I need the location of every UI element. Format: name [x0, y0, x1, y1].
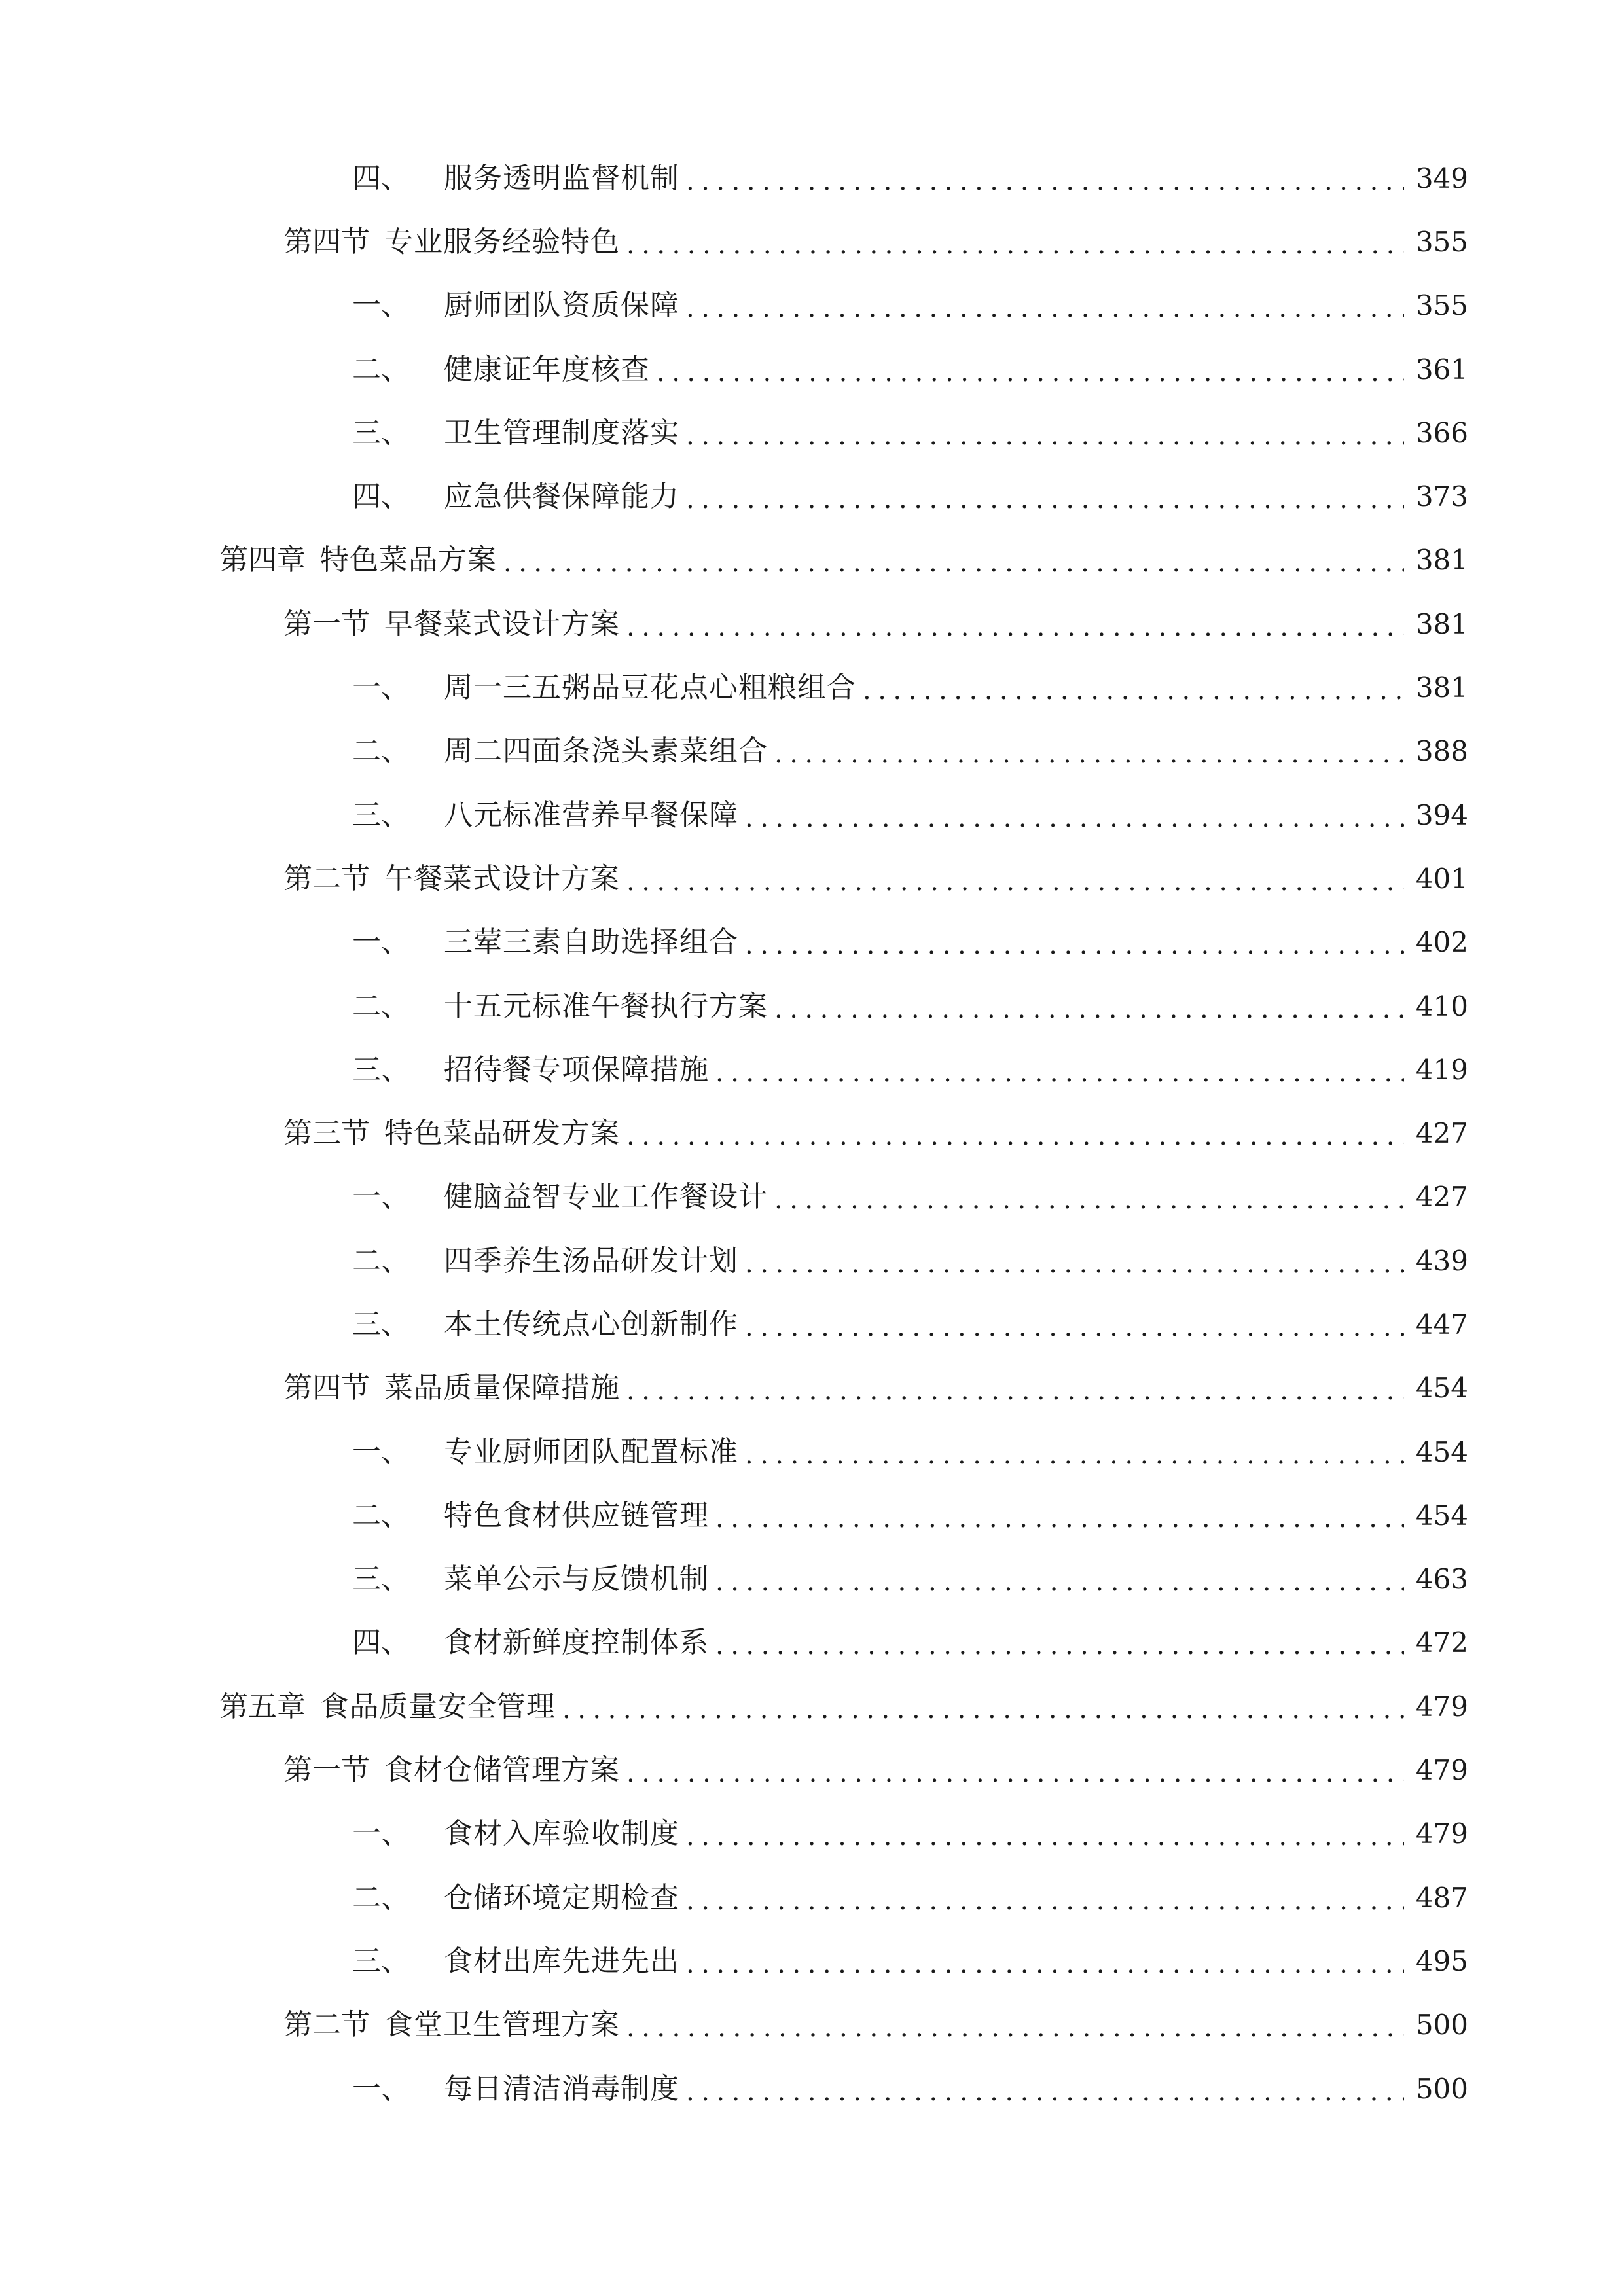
toc-entry[interactable]	[0, 592, 1624, 656]
toc-entry[interactable]	[0, 975, 1624, 1038]
toc-entry-number: 第四章	[219, 543, 306, 577]
toc-entry-title: 周一三五粥品豆花点心粗粮组合	[444, 671, 856, 705]
toc-entry-page-number: 500	[1415, 2072, 1468, 2105]
toc-entry[interactable]	[0, 210, 1624, 274]
toc-entry-title: 食品质量安全管理	[320, 1689, 556, 1723]
toc-entry[interactable]	[0, 1293, 1624, 1356]
toc-entry-number: 第四节	[283, 224, 370, 259]
toc-entry-title: 食材入库验收制度	[444, 1817, 679, 1851]
toc-entry-page-number: 373	[1415, 480, 1468, 513]
toc-entry-title: 应急供餐保障能力	[444, 480, 679, 514]
toc-entry-title: 周二四面条浇头素菜组合	[444, 734, 768, 768]
toc-entry-page-number: 355	[1415, 289, 1468, 322]
toc-entry-title: 每日清洁消毒制度	[444, 2072, 679, 2106]
toc-entry-page-number: 402	[1415, 926, 1468, 959]
toc-entry-page-number: 427	[1415, 1181, 1468, 1213]
toc-entry[interactable]	[0, 911, 1624, 975]
toc-entry[interactable]	[0, 1102, 1624, 1165]
toc-dot-leader	[686, 422, 1404, 450]
toc-entry-title: 菜单公示与反馈机制	[444, 1562, 709, 1596]
toc-dot-leader	[657, 358, 1404, 387]
toc-dot-leader	[686, 1950, 1404, 1979]
toc-entry-title: 八元标准营养早餐保障	[444, 798, 738, 832]
toc-entry-page-number: 361	[1415, 353, 1468, 386]
toc-entry-page-number: 472	[1415, 1626, 1468, 1659]
toc-entry[interactable]	[0, 1357, 1624, 1420]
toc-entry-title: 仓储环境定期检查	[444, 1880, 679, 1914]
toc-entry-title: 健脑益智专业工作餐设计	[444, 1180, 768, 1214]
toc-dot-leader	[626, 1376, 1404, 1405]
toc-entry-page-number: 439	[1415, 1244, 1468, 1277]
toc-dot-leader	[626, 1759, 1404, 1787]
toc-entry[interactable]	[0, 720, 1624, 783]
toc-entry-page-number: 463	[1415, 1563, 1468, 1596]
toc-dot-leader	[715, 1568, 1404, 1596]
toc-dot-leader	[626, 230, 1404, 259]
table-of-contents	[0, 147, 1624, 2121]
toc-entry-page-number: 454	[1415, 1435, 1468, 1468]
toc-entry-number: 一、	[352, 671, 410, 705]
toc-entry-page-number: 495	[1415, 1945, 1468, 1977]
toc-entry-number: 第一节	[283, 1753, 370, 1787]
toc-entry[interactable]	[0, 1548, 1624, 1611]
toc-dot-leader	[686, 167, 1404, 196]
toc-dot-leader	[626, 613, 1404, 641]
toc-entry-number: 一、	[352, 925, 410, 960]
toc-entry-title: 本土传统点心创新制作	[444, 1307, 738, 1341]
toc-dot-leader	[686, 2077, 1404, 2106]
toc-entry-title: 特色菜品方案	[320, 543, 497, 577]
toc-entry-number: 二、	[352, 734, 410, 768]
toc-entry-number: 二、	[352, 1498, 410, 1532]
toc-entry[interactable]	[0, 2057, 1624, 2121]
toc-entry-number: 二、	[352, 1880, 410, 1914]
toc-entry-title: 服务透明监督机制	[444, 161, 679, 195]
toc-entry-page-number: 454	[1415, 1499, 1468, 1532]
toc-entry-number: 三、	[352, 798, 410, 832]
toc-entry[interactable]	[0, 338, 1624, 401]
toc-entry-number: 三、	[352, 1052, 410, 1086]
toc-entry-number: 一、	[352, 289, 410, 323]
toc-entry-page-number: 454	[1415, 1372, 1468, 1405]
toc-entry-number: 二、	[352, 1244, 410, 1278]
toc-dot-leader	[686, 1886, 1404, 1915]
toc-entry-page-number: 366	[1415, 416, 1468, 449]
toc-entry-number: 第一节	[283, 607, 370, 641]
toc-entry-number: 三、	[352, 416, 410, 450]
toc-entry-number: 一、	[352, 1435, 410, 1469]
toc-entry[interactable]	[0, 847, 1624, 910]
toc-entry-page-number: 349	[1415, 162, 1468, 194]
toc-dot-leader	[626, 1122, 1404, 1151]
toc-dot-leader	[715, 1058, 1404, 1087]
toc-entry-title: 特色菜品研发方案	[384, 1117, 620, 1151]
toc-entry-title: 三荤三素自助选择组合	[444, 925, 738, 960]
toc-entry-page-number: 427	[1415, 1117, 1468, 1150]
toc-entry-page-number: 401	[1415, 862, 1468, 895]
toc-entry-number: 三、	[352, 1307, 410, 1341]
toc-entry-title: 食材新鲜度控制体系	[444, 1626, 709, 1660]
toc-entry-title: 专业厨师团队配置标准	[444, 1435, 738, 1469]
toc-entry-title: 健康证年度核查	[444, 352, 650, 386]
toc-entry[interactable]	[0, 401, 1624, 465]
toc-entry[interactable]	[0, 1675, 1624, 1738]
toc-entry[interactable]	[0, 1803, 1624, 1866]
toc-entry-number: 四、	[352, 480, 410, 514]
toc-entry-number: 四、	[352, 1626, 410, 1660]
toc-entry-title: 专业服务经验特色	[384, 224, 620, 259]
toc-entry-number: 四、	[352, 161, 410, 195]
toc-dot-leader	[686, 294, 1404, 323]
toc-dot-leader	[562, 1695, 1404, 1724]
toc-dot-leader	[745, 1249, 1404, 1278]
toc-entry[interactable]	[0, 1738, 1624, 1802]
toc-entry-number: 第四节	[283, 1371, 370, 1405]
toc-entry-page-number: 410	[1415, 990, 1468, 1022]
toc-entry-page-number: 394	[1415, 798, 1468, 831]
toc-entry-title: 早餐菜式设计方案	[384, 607, 620, 641]
toc-entry-title: 菜品质量保障措施	[384, 1371, 620, 1405]
toc-dot-leader	[745, 804, 1404, 833]
toc-entry-title: 卫生管理制度落实	[444, 416, 679, 450]
toc-dot-leader	[503, 548, 1404, 577]
toc-entry-page-number: 381	[1415, 544, 1468, 577]
toc-entry[interactable]	[0, 1420, 1624, 1484]
toc-entry-number: 第五章	[219, 1689, 306, 1723]
toc-dot-leader	[774, 995, 1404, 1024]
toc-entry-title: 特色食材供应链管理	[444, 1498, 709, 1532]
toc-entry-number: 第二节	[283, 2008, 370, 2042]
toc-entry-page-number: 381	[1415, 672, 1468, 704]
toc-dot-leader	[745, 931, 1404, 960]
toc-entry-number: 二、	[352, 352, 410, 386]
toc-entry[interactable]	[0, 1866, 1624, 1929]
toc-dot-leader	[715, 1504, 1404, 1533]
toc-entry[interactable]	[0, 656, 1624, 719]
toc-entry-page-number: 487	[1415, 1881, 1468, 1914]
toc-entry[interactable]	[0, 1611, 1624, 1675]
toc-dot-leader	[774, 1185, 1404, 1214]
toc-entry-title: 招待餐专项保障措施	[444, 1052, 709, 1086]
toc-entry[interactable]	[0, 1994, 1624, 2057]
toc-entry-page-number: 479	[1415, 1754, 1468, 1787]
toc-entry-title: 十五元标准午餐执行方案	[444, 989, 768, 1023]
toc-entry[interactable]	[0, 783, 1624, 847]
toc-entry[interactable]	[0, 529, 1624, 592]
toc-entry-number: 第二节	[283, 861, 370, 895]
toc-entry-number: 一、	[352, 1180, 410, 1214]
toc-entry-number: 三、	[352, 1562, 410, 1596]
toc-entry-title: 厨师团队资质保障	[444, 289, 679, 323]
toc-entry-number: 一、	[352, 1817, 410, 1851]
toc-entry-number: 第三节	[283, 1117, 370, 1151]
toc-entry[interactable]	[0, 1484, 1624, 1547]
toc-entry-number: 一、	[352, 2072, 410, 2106]
toc-dot-leader	[745, 1441, 1404, 1469]
toc-entry-title: 食材出库先进先出	[444, 1944, 679, 1978]
toc-dot-leader	[745, 1313, 1404, 1342]
toc-entry-page-number: 419	[1415, 1053, 1468, 1086]
toc-dot-leader	[774, 740, 1404, 768]
toc-entry-title: 午餐菜式设计方案	[384, 861, 620, 895]
toc-entry-page-number: 479	[1415, 1690, 1468, 1723]
toc-dot-leader	[626, 2013, 1404, 2042]
toc-entry-page-number: 381	[1415, 607, 1468, 640]
toc-dot-leader	[686, 1822, 1404, 1851]
toc-entry-page-number: 479	[1415, 1818, 1468, 1850]
toc-entry-page-number: 388	[1415, 735, 1468, 768]
toc-entry[interactable]	[0, 1929, 1624, 1993]
toc-entry-page-number: 355	[1415, 225, 1468, 258]
toc-entry-title: 食材仓储管理方案	[384, 1753, 620, 1787]
toc-dot-leader	[715, 1631, 1404, 1660]
toc-entry[interactable]	[0, 465, 1624, 528]
toc-entry[interactable]	[0, 274, 1624, 338]
toc-entry[interactable]	[0, 1166, 1624, 1229]
toc-entry[interactable]	[0, 147, 1624, 210]
toc-entry-page-number: 500	[1415, 2009, 1468, 2041]
toc-entry[interactable]	[0, 1038, 1624, 1102]
toc-entry-number: 二、	[352, 989, 410, 1023]
toc-dot-leader	[686, 485, 1404, 514]
toc-entry-title: 四季养生汤品研发计划	[444, 1244, 738, 1278]
toc-dot-leader	[626, 867, 1404, 896]
toc-entry-page-number: 447	[1415, 1308, 1468, 1340]
toc-entry-number: 三、	[352, 1944, 410, 1978]
toc-entry-title: 食堂卫生管理方案	[384, 2008, 620, 2042]
toc-dot-leader	[863, 676, 1404, 705]
toc-entry[interactable]	[0, 1229, 1624, 1293]
